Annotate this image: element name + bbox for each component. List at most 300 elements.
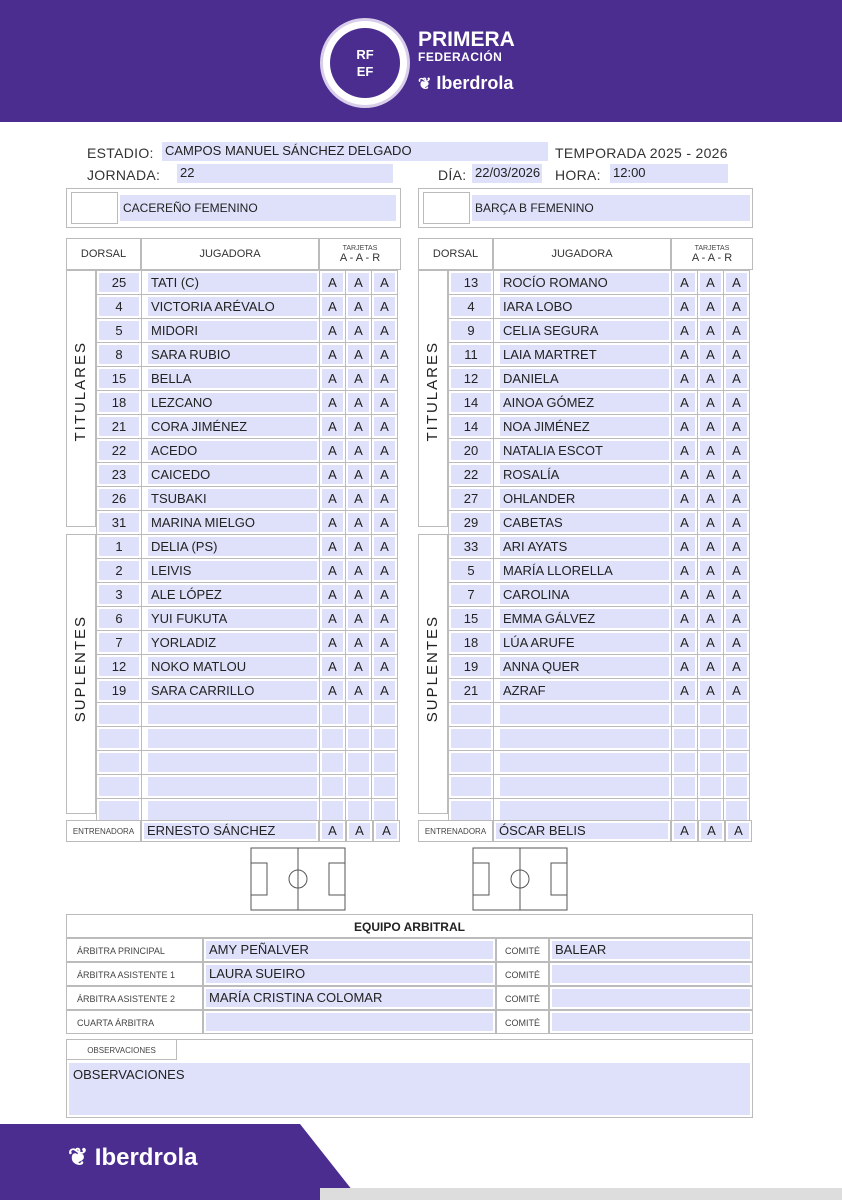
dorsal-cell[interactable] [449,271,494,295]
card-cell[interactable] [346,727,372,751]
player-name: LAIA MARTRET [500,345,669,364]
card-cell[interactable] [698,679,724,703]
player-cell[interactable] [494,511,672,535]
card-cell[interactable] [672,751,698,775]
card-cell[interactable] [698,631,724,655]
card-cell[interactable] [724,751,750,775]
player-cell[interactable] [142,751,320,775]
card-cell[interactable] [672,703,698,727]
card-letter: A [674,657,695,676]
player-cell[interactable] [142,271,320,295]
card-cell[interactable] [672,343,698,367]
player-cell[interactable] [142,727,320,751]
coach-card-cell[interactable] [725,820,752,842]
dorsal-cell[interactable] [449,631,494,655]
card-cell[interactable] [346,679,372,703]
card-letter: A [374,633,395,652]
player-cell[interactable] [494,415,672,439]
card-cell[interactable] [698,727,724,751]
card-cell[interactable] [698,559,724,583]
player-cell[interactable] [142,511,320,535]
away-crest-slot[interactable] [423,192,470,224]
card-letter: A [700,585,721,604]
card-letter: A [674,681,695,700]
card-cell[interactable] [372,367,398,391]
card-cell[interactable] [698,439,724,463]
dorsal-cell[interactable] [449,535,494,559]
card-cell[interactable] [346,655,372,679]
card-cell[interactable] [724,343,750,367]
card-cell[interactable] [346,607,372,631]
dorsal-cell[interactable] [97,631,142,655]
dorsal-cell[interactable] [449,415,494,439]
footer-sponsor-name: Iberdrola [94,1144,198,1171]
dorsal-cell[interactable] [449,295,494,319]
card-cell[interactable] [698,799,724,823]
card-cell[interactable] [672,511,698,535]
card-cell[interactable] [320,511,346,535]
player-cell[interactable] [142,343,320,367]
card-cell[interactable] [698,775,724,799]
card-letter: A [322,657,343,676]
player-cell[interactable] [494,799,672,823]
dorsal-value: 27 [451,489,491,508]
card-cell[interactable] [372,583,398,607]
card-cell[interactable] [724,511,750,535]
player-cell[interactable] [494,391,672,415]
jornada-field[interactable]: 22 [177,164,393,183]
card-cell[interactable] [724,487,750,511]
dorsal-cell[interactable] [449,319,494,343]
comite-field[interactable] [549,962,753,986]
dorsal-cell[interactable] [97,799,142,823]
player-cell[interactable] [494,367,672,391]
card-cell[interactable] [320,343,346,367]
card-cell[interactable] [372,607,398,631]
card-cell[interactable] [698,655,724,679]
home-crest-slot[interactable] [71,192,118,224]
card-cell[interactable] [672,415,698,439]
card-cell[interactable] [724,319,750,343]
dorsal-value: 12 [451,369,491,388]
card-letter: A [322,297,343,316]
card-cell[interactable] [698,271,724,295]
card-cell[interactable] [672,799,698,823]
observaciones-label: OBSERVACIONES [66,1039,177,1060]
card-cell[interactable] [346,751,372,775]
card-cell[interactable] [372,271,398,295]
card-cell[interactable] [372,727,398,751]
dorsal-cell[interactable] [97,559,142,583]
card-cell[interactable] [346,511,372,535]
card-letter: A [322,393,343,412]
dorsal-cell[interactable] [449,367,494,391]
card-cell[interactable] [320,631,346,655]
player-name: DELIA (PS) [148,537,317,556]
coach-card-cell[interactable] [373,820,400,842]
dorsal-cell[interactable] [97,319,142,343]
dorsal-value [451,801,491,820]
player-cell[interactable] [142,679,320,703]
card-cell[interactable] [724,415,750,439]
card-cell[interactable] [724,559,750,583]
card-cell[interactable] [372,679,398,703]
card-cell[interactable] [372,295,398,319]
player-cell[interactable] [142,319,320,343]
home-team-name[interactable]: CACEREÑO FEMENINO [120,195,396,221]
card-cell[interactable] [672,391,698,415]
player-cell[interactable] [494,607,672,631]
dorsal-cell[interactable] [97,583,142,607]
coach-field[interactable] [141,820,319,842]
card-cell[interactable] [672,439,698,463]
card-cell[interactable] [346,463,372,487]
dorsal-cell[interactable] [449,703,494,727]
player-cell[interactable] [494,439,672,463]
card-cell[interactable] [724,775,750,799]
player-cell[interactable] [494,271,672,295]
card-cell[interactable] [698,607,724,631]
card-cell[interactable] [724,391,750,415]
player-cell[interactable] [142,535,320,559]
card-cell[interactable] [672,463,698,487]
comite-field[interactable] [549,986,753,1010]
home-pitch-icon [250,847,346,911]
dorsal-cell[interactable] [97,511,142,535]
player-cell[interactable] [494,487,672,511]
card-letter: A [322,465,343,484]
player-cell[interactable] [142,391,320,415]
card-cell[interactable] [372,463,398,487]
player-cell[interactable] [494,583,672,607]
player-cell[interactable] [142,631,320,655]
player-cell[interactable] [494,703,672,727]
card-cell[interactable] [320,655,346,679]
away-starter-row [449,343,750,367]
card-cell[interactable] [346,343,372,367]
dorsal-cell[interactable] [97,487,142,511]
dorsal-value: 20 [451,441,491,460]
card-cell[interactable] [698,511,724,535]
card-letter: A [726,441,747,460]
referee-name-field[interactable] [203,1010,496,1034]
jornada-label: JORNADA: [87,167,161,183]
card-cell[interactable] [372,775,398,799]
player-cell[interactable] [142,463,320,487]
card-cell[interactable] [320,583,346,607]
dorsal-cell[interactable] [449,583,494,607]
card-cell[interactable] [698,487,724,511]
card-cell[interactable] [320,415,346,439]
card-cell[interactable] [320,295,346,319]
card-cell[interactable] [724,727,750,751]
card-cell[interactable] [320,367,346,391]
card-cell[interactable] [372,391,398,415]
dorsal-cell[interactable] [97,343,142,367]
dorsal-cell[interactable] [449,487,494,511]
dorsal-cell[interactable] [97,295,142,319]
player-cell[interactable] [494,319,672,343]
comite-label: COMITÉ [496,938,549,962]
coach-card-cell[interactable] [671,820,698,842]
card-cell[interactable] [320,703,346,727]
dorsal-cell[interactable] [97,607,142,631]
card-cell[interactable] [372,343,398,367]
card-cell[interactable] [672,775,698,799]
dorsal-cell[interactable] [97,391,142,415]
player-name [500,801,669,820]
card-cell[interactable] [346,367,372,391]
card-cell[interactable] [320,439,346,463]
dorsal-cell[interactable] [97,415,142,439]
player-cell[interactable] [494,655,672,679]
card-cell[interactable] [346,415,372,439]
card-cell[interactable] [320,487,346,511]
dorsal-cell[interactable] [449,679,494,703]
player-cell[interactable] [494,679,672,703]
card-cell[interactable] [346,319,372,343]
dorsal-cell[interactable] [97,535,142,559]
card-cell[interactable] [372,415,398,439]
dorsal-cell[interactable] [449,751,494,775]
card-letter: A [322,273,343,292]
dorsal-cell[interactable] [97,655,142,679]
player-cell[interactable] [142,487,320,511]
card-cell[interactable] [672,367,698,391]
card-cell[interactable] [320,391,346,415]
player-cell[interactable] [142,415,320,439]
card-cell[interactable] [320,271,346,295]
dorsal-cell[interactable] [449,343,494,367]
card-cell[interactable] [724,655,750,679]
card-cell[interactable] [724,271,750,295]
card-cell[interactable] [698,703,724,727]
card-cell[interactable] [372,535,398,559]
card-cell[interactable] [372,703,398,727]
card-cell[interactable] [372,751,398,775]
card-letter: A [726,585,747,604]
card-cell[interactable] [320,535,346,559]
card-cell[interactable] [346,295,372,319]
dorsal-cell[interactable] [97,439,142,463]
player-name: CAROLINA [500,585,669,604]
card-cell[interactable] [672,631,698,655]
jugadora-header: JUGADORA [493,238,671,270]
player-cell[interactable] [494,463,672,487]
card-cell[interactable] [698,343,724,367]
estadio-label: ESTADIO: [87,145,154,161]
card-cell[interactable] [698,391,724,415]
card-cell[interactable] [724,799,750,823]
card-cell[interactable] [724,583,750,607]
home-starter-row [97,295,398,319]
card-cell[interactable] [346,703,372,727]
card-cell[interactable] [672,655,698,679]
card-letter: A [322,585,343,604]
player-cell[interactable] [142,583,320,607]
card-cell[interactable] [672,607,698,631]
player-cell[interactable] [494,295,672,319]
estadio-field[interactable]: CAMPOS MANUEL SÁNCHEZ DELGADO [162,142,548,161]
card-cell[interactable] [320,607,346,631]
player-cell[interactable] [142,295,320,319]
player-cell[interactable] [142,559,320,583]
dorsal-cell[interactable] [97,679,142,703]
coach-card-cell[interactable] [698,820,725,842]
card-cell[interactable] [672,583,698,607]
card-letter: A [322,537,343,556]
card-cell[interactable] [724,607,750,631]
card-cell[interactable] [320,751,346,775]
card-cell[interactable] [724,679,750,703]
card-cell[interactable] [372,559,398,583]
card-cell[interactable] [724,295,750,319]
player-cell[interactable] [142,703,320,727]
coach-card-cell[interactable] [319,820,346,842]
referee-name-field[interactable] [203,986,496,1010]
dorsal-cell[interactable] [97,727,142,751]
dorsal-cell[interactable] [449,439,494,463]
dorsal-cell[interactable] [97,271,142,295]
home-sub-row [97,559,398,583]
card-cell[interactable] [372,655,398,679]
player-cell[interactable] [494,775,672,799]
dorsal-cell[interactable] [449,655,494,679]
card-cell[interactable] [372,439,398,463]
card-cell[interactable] [346,535,372,559]
card-cell[interactable] [320,319,346,343]
player-cell[interactable] [494,727,672,751]
card-cell[interactable] [672,271,698,295]
card-cell[interactable] [724,631,750,655]
card-cell[interactable] [346,487,372,511]
card-cell[interactable] [372,511,398,535]
coach-card-cell[interactable] [346,820,373,842]
player-cell[interactable] [142,607,320,631]
comite-field[interactable] [549,1010,753,1034]
referee-name-field[interactable] [203,962,496,986]
card-cell[interactable] [698,367,724,391]
card-letter: A [674,345,695,364]
card-cell[interactable] [724,367,750,391]
dorsal-cell[interactable] [449,559,494,583]
dorsal-cell[interactable] [449,607,494,631]
card-cell[interactable] [672,319,698,343]
referee-name-field[interactable] [203,938,496,962]
card-cell[interactable] [724,463,750,487]
dorsal-value: 2 [99,561,139,580]
player-cell[interactable] [142,367,320,391]
dorsal-cell[interactable] [97,775,142,799]
card-cell[interactable] [698,751,724,775]
card-cell[interactable] [372,319,398,343]
card-cell[interactable] [320,775,346,799]
player-cell[interactable] [494,751,672,775]
card-cell[interactable] [320,679,346,703]
card-letter: A [348,297,369,316]
coach-field[interactable] [493,820,671,842]
player-cell[interactable] [494,343,672,367]
dorsal-value [99,729,139,748]
card-cell[interactable] [672,727,698,751]
comite-field[interactable] [549,938,753,962]
card-cell[interactable] [346,439,372,463]
card-cell[interactable] [698,415,724,439]
card-letter: A [726,609,747,628]
dorsal-cell[interactable] [97,463,142,487]
dia-field[interactable]: 22/03/2026 [472,164,542,183]
card-cell[interactable] [698,535,724,559]
away-starter-row [449,319,750,343]
dorsal-cell[interactable] [449,463,494,487]
card-cell[interactable] [672,535,698,559]
dorsal-cell[interactable] [97,367,142,391]
dorsal-cell[interactable] [449,511,494,535]
card-cell[interactable] [320,463,346,487]
player-cell[interactable] [142,655,320,679]
card-cell[interactable] [346,631,372,655]
dorsal-cell[interactable] [449,799,494,823]
card-cell[interactable] [346,271,372,295]
card-letter: A [700,369,721,388]
card-cell[interactable] [724,703,750,727]
card-cell[interactable] [672,679,698,703]
card-cell[interactable] [698,583,724,607]
player-cell[interactable] [494,535,672,559]
dorsal-cell[interactable] [449,727,494,751]
card-cell[interactable] [672,295,698,319]
dorsal-cell[interactable] [97,751,142,775]
card-cell[interactable] [724,535,750,559]
card-cell[interactable] [346,559,372,583]
dorsal-cell[interactable] [449,391,494,415]
hora-field[interactable]: 12:00 [610,164,728,183]
player-cell[interactable] [142,775,320,799]
card-cell[interactable] [372,799,398,823]
dorsal-cell[interactable] [449,775,494,799]
card-letter: A [348,441,369,460]
card-cell[interactable] [724,439,750,463]
away-team-name[interactable]: BARÇA B FEMENINO [472,195,750,221]
card-cell[interactable] [672,487,698,511]
card-letter: A [374,513,395,532]
sponsor-name: Iberdrola [436,73,514,93]
card-letter: A [726,345,747,364]
card-cell[interactable] [372,631,398,655]
card-cell[interactable] [346,799,372,823]
card-cell[interactable] [698,463,724,487]
card-cell[interactable] [672,559,698,583]
card-cell[interactable] [698,319,724,343]
player-name: ACEDO [148,441,317,460]
home-starter-row [97,343,398,367]
dorsal-cell[interactable] [97,703,142,727]
player-cell[interactable] [142,799,320,823]
card-cell[interactable] [320,799,346,823]
card-cell[interactable] [320,559,346,583]
brand-line1: PRIMERA [418,28,515,51]
card-cell[interactable] [346,583,372,607]
observaciones-field[interactable]: OBSERVACIONES [69,1063,750,1115]
player-cell[interactable] [494,631,672,655]
card-cell[interactable] [372,487,398,511]
card-cell[interactable] [320,727,346,751]
player-cell[interactable] [494,559,672,583]
card-cell[interactable] [698,295,724,319]
player-cell[interactable] [142,439,320,463]
card-cell[interactable] [346,775,372,799]
card-cell[interactable] [346,391,372,415]
